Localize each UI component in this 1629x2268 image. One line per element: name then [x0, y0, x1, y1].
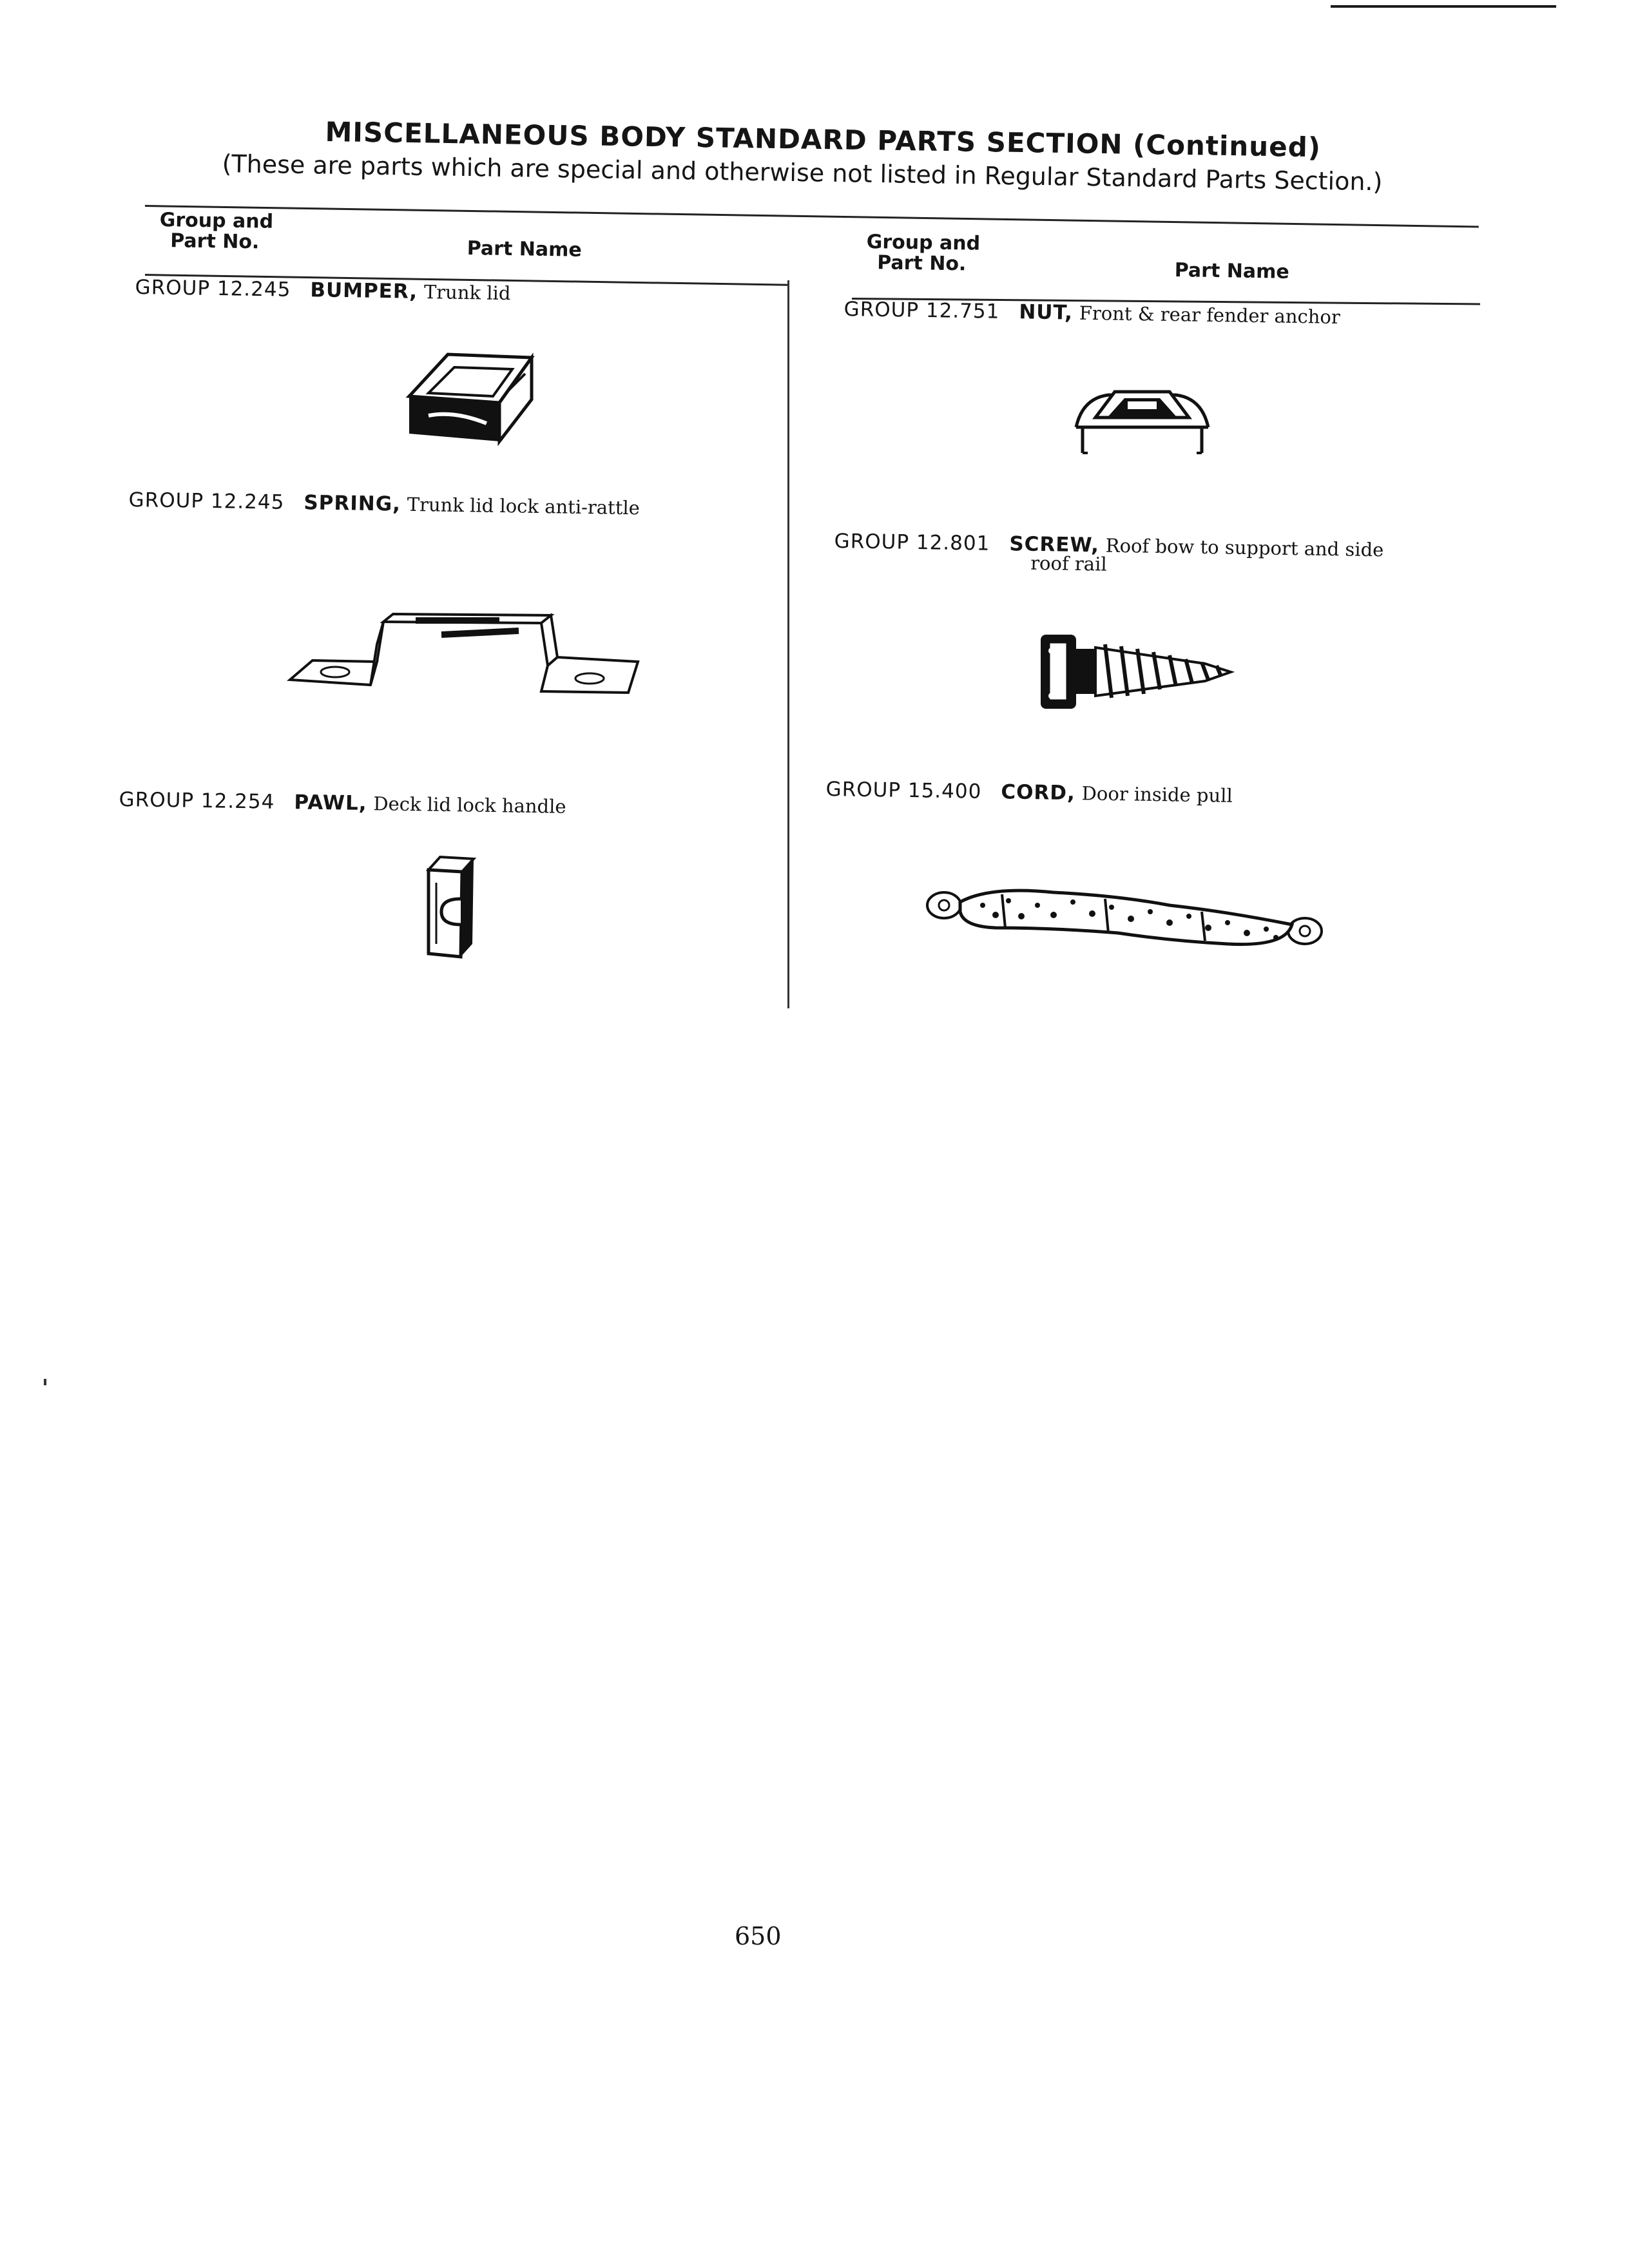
entry-part: PAWL, — [294, 791, 367, 816]
entry-part: SPRING, — [304, 491, 401, 516]
entry-number: GROUP 12.801 — [834, 530, 990, 555]
left-part-name-header: Part Name — [467, 237, 582, 262]
right-part-name-header: Part Name — [1174, 259, 1289, 284]
right-group-label-1: Group and — [866, 231, 981, 255]
entry-number: GROUP 12.254 — [119, 788, 275, 814]
entry-number: GROUP 15.400 — [825, 778, 982, 803]
top-edge-rule — [1331, 5, 1556, 8]
header-top-rule — [145, 205, 1479, 228]
entry-part: CORD, — [1001, 780, 1076, 805]
entry-desc: Door inside pull — [1081, 782, 1233, 807]
right-group-header — [866, 232, 980, 275]
right-group-label-2: Part No. — [876, 251, 967, 276]
left-group-label-1: Group and — [159, 209, 274, 233]
entry-desc-continued: roof rail — [1030, 552, 1107, 575]
page-subtitle: (These are parts which are special and otherwise not listed in Regular Standard Parts Section.) — [222, 149, 1383, 197]
cord-icon — [925, 876, 1324, 954]
spring-icon — [287, 609, 648, 706]
pawl-icon — [422, 854, 480, 960]
entry-part: BUMPER, — [310, 278, 418, 303]
screw-icon — [1037, 622, 1237, 722]
left-group-label-2: Part No. — [169, 229, 260, 254]
right-entry-2 — [834, 530, 1384, 579]
entry-part: NUT, — [1019, 300, 1074, 325]
entry-desc: Roof bow to support and side — [1105, 534, 1384, 561]
stray-mark — [44, 1379, 46, 1385]
entry-part: SCREW, — [1009, 532, 1100, 557]
right-entry-3 — [825, 778, 1233, 807]
page-title: MISCELLANEOUS BODY STANDARD PARTS SECTION (Continued) — [325, 116, 1322, 164]
entry-desc: Front & rear fender anchor — [1079, 302, 1341, 329]
entry-desc: Trunk lid — [423, 281, 511, 305]
column-divider — [787, 280, 789, 1008]
entry-number: GROUP 12.245 — [128, 488, 285, 514]
entry-desc: Trunk lid lock anti-rattle — [407, 493, 641, 519]
entry-desc: Deck lid lock handle — [373, 793, 566, 818]
page-number: 650 — [735, 1922, 782, 1950]
entry-number: GROUP 12.751 — [843, 298, 1000, 323]
left-entry-3 — [119, 788, 566, 818]
nut-icon — [1070, 379, 1215, 456]
left-group-header — [159, 210, 273, 253]
bumper-icon — [403, 351, 541, 448]
entry-number: GROUP 12.245 — [135, 276, 291, 302]
left-entry-2 — [128, 488, 640, 519]
